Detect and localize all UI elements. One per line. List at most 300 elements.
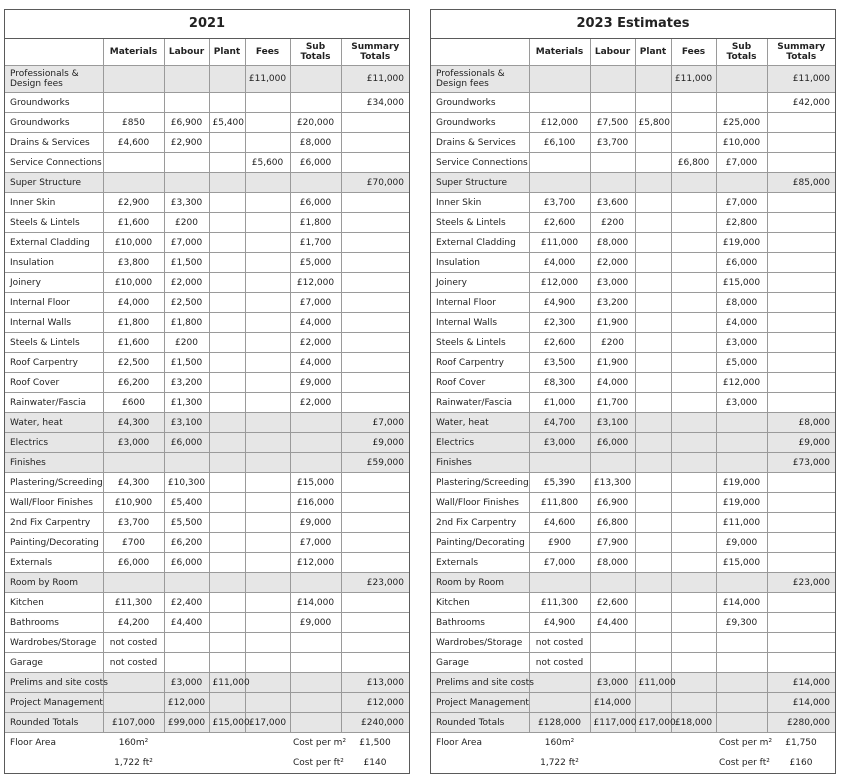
table-cell: £6,000 [290, 153, 341, 173]
row-label: Room by Room [431, 573, 529, 593]
table-cell: £2,600 [590, 593, 635, 613]
table-cell [290, 713, 341, 733]
table-cell [671, 253, 716, 273]
table-cell: £13,000 [341, 673, 409, 693]
table-cell: £3,000 [529, 433, 590, 453]
table-row [5, 593, 409, 613]
row-label: Plastering/Screeding [431, 473, 529, 493]
panel-2021 [4, 9, 410, 774]
table-cell [529, 66, 590, 93]
table-cell [635, 273, 671, 293]
table-cell: £12,000 [716, 373, 767, 393]
table-cell [341, 513, 409, 533]
table-cell [767, 373, 835, 393]
table-cell: £4,300 [103, 473, 164, 493]
table-cell [671, 633, 716, 653]
table-row [431, 113, 835, 133]
table-cell [164, 173, 209, 193]
table-cell [635, 433, 671, 453]
table-cell [635, 373, 671, 393]
row-label: Prelims and site costs [5, 673, 103, 693]
table-cell: £11,000 [341, 66, 409, 93]
table-cell [209, 333, 245, 353]
row-label: Joinery [5, 273, 103, 293]
table-cell [671, 653, 716, 673]
table-cell: £6,900 [164, 113, 209, 133]
table-cell: £117,000 [590, 713, 635, 733]
table-cell [209, 133, 245, 153]
table-row [431, 353, 835, 373]
table-cell [767, 293, 835, 313]
table-cell [103, 153, 164, 173]
table-cell [671, 433, 716, 453]
table-cell [245, 173, 290, 193]
table-cell: £2,800 [716, 213, 767, 233]
header-row [431, 39, 835, 66]
row-label: External Cladding [5, 233, 103, 253]
table-cell: £9,000 [341, 433, 409, 453]
table-cell: £4,700 [529, 413, 590, 433]
table-cell [209, 453, 245, 473]
table-row [431, 393, 835, 413]
row-label: Inner Skin [5, 193, 103, 213]
table-cell [635, 173, 671, 193]
table-cell [635, 133, 671, 153]
table-cell: not costed [529, 653, 590, 673]
table-cell: £200 [164, 333, 209, 353]
table-cell: £3,800 [103, 253, 164, 273]
table-cell: £11,000 [529, 233, 590, 253]
table-cell: £17,000 [245, 713, 290, 733]
table-row [5, 133, 409, 153]
table-cell: £3,000 [716, 333, 767, 353]
table-cell: £19,000 [716, 473, 767, 493]
table-cell: £3,200 [590, 293, 635, 313]
table-cell [767, 233, 835, 253]
table-row [5, 353, 409, 373]
table-cell [671, 133, 716, 153]
floor-area-row [5, 733, 409, 754]
table-cell [767, 633, 835, 653]
cost-table [431, 39, 835, 773]
table-cell [209, 653, 245, 673]
table-row [431, 613, 835, 633]
table-cell [635, 313, 671, 333]
table-row [5, 313, 409, 333]
table-cell: £10,000 [103, 273, 164, 293]
table-cell: £6,000 [164, 433, 209, 453]
row-label: Finishes [431, 453, 529, 473]
table-cell [209, 373, 245, 393]
floor-area-label: Floor Area [436, 738, 482, 748]
table-cell: £2,400 [164, 593, 209, 613]
table-cell: £1,900 [590, 313, 635, 333]
table-cell: £15,000 [290, 473, 341, 493]
table-cell [245, 333, 290, 353]
table-cell: £8,000 [590, 233, 635, 253]
table-cell [529, 673, 590, 693]
table-row [431, 273, 835, 293]
table-cell: £6,000 [590, 433, 635, 453]
table-cell [635, 653, 671, 673]
table-row [431, 493, 835, 513]
table-cell [290, 93, 341, 113]
table-row [431, 533, 835, 553]
table-row [5, 66, 409, 93]
table-cell [635, 493, 671, 513]
row-label: Super Structure [431, 173, 529, 193]
table-cell: £900 [529, 533, 590, 553]
table-cell: £5,000 [290, 253, 341, 273]
table-cell [767, 553, 835, 573]
table-cell [245, 353, 290, 373]
table-cell: £14,000 [590, 693, 635, 713]
table-cell: £6,800 [590, 513, 635, 533]
table-cell [164, 66, 209, 93]
table-cell: £6,800 [671, 153, 716, 173]
table-cell: £4,900 [529, 293, 590, 313]
table-row [5, 193, 409, 213]
cost-per-ft2: £160 [789, 758, 813, 768]
table-cell [209, 353, 245, 373]
row-label: Groundworks [5, 113, 103, 133]
table-cell: £3,300 [164, 193, 209, 213]
table-cell [716, 93, 767, 113]
table-row [5, 113, 409, 133]
table-cell: £13,300 [590, 473, 635, 493]
table-cell: £1,800 [164, 313, 209, 333]
column-header: Fees [671, 39, 716, 66]
table-cell: £6,900 [590, 493, 635, 513]
table-cell [103, 453, 164, 473]
table-cell [529, 153, 590, 173]
table-cell: £1,600 [103, 213, 164, 233]
table-row [5, 153, 409, 173]
table-cell: £2,000 [290, 393, 341, 413]
column-header: Materials [529, 39, 590, 66]
table-cell: £1,900 [590, 353, 635, 373]
table-cell [716, 693, 767, 713]
table-cell: £3,500 [529, 353, 590, 373]
table-cell: £3,000 [590, 273, 635, 293]
table-cell [209, 313, 245, 333]
table-row [431, 553, 835, 573]
row-label: Steels & Lintels [5, 213, 103, 233]
table-cell: £7,000 [529, 553, 590, 573]
table-cell [635, 413, 671, 433]
column-header: Sub Totals [290, 39, 341, 66]
table-cell [245, 273, 290, 293]
floor-area-label: Floor Area [10, 738, 56, 748]
table-row [5, 293, 409, 313]
table-cell [767, 273, 835, 293]
row-label: Painting/Decorating [5, 533, 103, 553]
table-cell [341, 133, 409, 153]
table-cell: £3,100 [164, 413, 209, 433]
floor-area-m2: 160m² [118, 738, 149, 748]
row-label: Insulation [5, 253, 103, 273]
table-cell: £59,000 [341, 453, 409, 473]
table-cell [341, 593, 409, 613]
table-cell [716, 413, 767, 433]
table-cell: £99,000 [164, 713, 209, 733]
table-cell: £11,000 [716, 513, 767, 533]
table-cell [245, 453, 290, 473]
table-cell [209, 473, 245, 493]
table-cell [341, 193, 409, 213]
row-label: Drains & Services [431, 133, 529, 153]
table-cell [209, 153, 245, 173]
table-cell: £128,000 [529, 713, 590, 733]
table-cell [341, 233, 409, 253]
table-cell: £2,900 [103, 193, 164, 213]
table-row [431, 293, 835, 313]
table-cell [209, 273, 245, 293]
cost-table [5, 39, 409, 773]
table-cell: £1,700 [590, 393, 635, 413]
row-label: Groundworks [431, 93, 529, 113]
table-cell [671, 593, 716, 613]
table-cell: £200 [164, 213, 209, 233]
table-row [431, 213, 835, 233]
table-cell [290, 673, 341, 693]
table-cell: £6,000 [164, 553, 209, 573]
table-cell: £12,000 [529, 113, 590, 133]
table-cell [635, 593, 671, 613]
table-cell: £7,000 [164, 233, 209, 253]
table-cell: £6,200 [164, 533, 209, 553]
table-cell [671, 93, 716, 113]
table-cell: £20,000 [290, 113, 341, 133]
table-cell: £15,000 [716, 553, 767, 573]
row-label: Professionals & Design fees [5, 66, 103, 93]
table-cell [635, 353, 671, 373]
table-cell [716, 66, 767, 93]
floor-area-ft2: 1,722 ft² [540, 758, 579, 768]
table-cell [341, 653, 409, 673]
table-cell: £240,000 [341, 713, 409, 733]
table-row [5, 553, 409, 573]
table-cell: £14,000 [716, 593, 767, 613]
table-cell [671, 513, 716, 533]
panel-title: 2023 Estimates [431, 10, 835, 39]
table-cell [671, 693, 716, 713]
table-cell: £4,000 [103, 293, 164, 313]
table-cell: £11,300 [529, 593, 590, 613]
cost-per-m2-label: Cost per m² [719, 738, 773, 748]
table-cell [671, 113, 716, 133]
table-cell [635, 93, 671, 113]
table-cell [341, 213, 409, 233]
cost-per-ft2-label: Cost per ft² [293, 758, 344, 768]
table-cell: £9,000 [290, 513, 341, 533]
table-cell [767, 513, 835, 533]
table-cell [245, 633, 290, 653]
row-label: Roof Carpentry [431, 353, 529, 373]
table-cell [245, 473, 290, 493]
table-cell [767, 473, 835, 493]
table-cell [671, 533, 716, 553]
table-cell [671, 353, 716, 373]
table-cell: £5,600 [245, 153, 290, 173]
table-cell: £1,300 [164, 393, 209, 413]
table-cell [767, 133, 835, 153]
table-row [5, 433, 409, 453]
table-cell: £1,000 [529, 393, 590, 413]
table-cell [767, 333, 835, 353]
table-cell: £11,000 [245, 66, 290, 93]
table-cell [245, 553, 290, 573]
table-cell: £3,600 [590, 193, 635, 213]
table-cell [341, 393, 409, 413]
table-row [431, 433, 835, 453]
table-cell: £5,400 [164, 493, 209, 513]
table-cell [767, 393, 835, 413]
table-cell [716, 453, 767, 473]
table-cell [671, 413, 716, 433]
table-cell [164, 573, 209, 593]
table-cell: £85,000 [767, 173, 835, 193]
table-cell: £2,500 [164, 293, 209, 313]
table-row [431, 153, 835, 173]
table-cell: £11,800 [529, 493, 590, 513]
row-label: Steels & Lintels [431, 333, 529, 353]
table-cell [209, 66, 245, 93]
row-label: Kitchen [5, 593, 103, 613]
table-cell [716, 673, 767, 693]
row-label: Rainwater/Fascia [431, 393, 529, 413]
table-cell [209, 173, 245, 193]
table-row [5, 93, 409, 113]
table-cell [341, 633, 409, 653]
table-row [431, 473, 835, 493]
table-cell [245, 533, 290, 553]
table-row [431, 333, 835, 353]
table-cell [635, 693, 671, 713]
table-cell [767, 353, 835, 373]
table-cell [767, 613, 835, 633]
table-cell: £12,000 [164, 693, 209, 713]
table-cell [341, 153, 409, 173]
table-row [5, 393, 409, 413]
table-cell [635, 473, 671, 493]
table-cell [590, 453, 635, 473]
row-label: Painting/Decorating [431, 533, 529, 553]
table-cell [671, 553, 716, 573]
table-cell [341, 333, 409, 353]
table-cell [635, 453, 671, 473]
column-header: Fees [245, 39, 290, 66]
table-row [431, 133, 835, 153]
table-cell [245, 293, 290, 313]
table-cell [767, 493, 835, 513]
table-cell [341, 353, 409, 373]
table-cell: £2,000 [164, 273, 209, 293]
column-header: Plant [635, 39, 671, 66]
table-cell [245, 433, 290, 453]
table-row [5, 413, 409, 433]
table-cell: £3,700 [590, 133, 635, 153]
table-cell: £25,000 [716, 113, 767, 133]
table-cell [245, 93, 290, 113]
table-cell [209, 433, 245, 453]
table-cell [103, 66, 164, 93]
table-cell [590, 93, 635, 113]
table-cell: £19,000 [716, 233, 767, 253]
row-label: Rounded Totals [5, 713, 103, 733]
table-cell [290, 453, 341, 473]
cost-per-m2: £1,500 [359, 738, 391, 748]
table-cell [245, 213, 290, 233]
table-cell [716, 653, 767, 673]
table-cell: £17,000 [635, 713, 671, 733]
table-cell [341, 493, 409, 513]
table-row [5, 253, 409, 273]
table-cell [341, 253, 409, 273]
table-cell: £15,000 [209, 713, 245, 733]
table-cell: £3,000 [164, 673, 209, 693]
table-cell: £12,000 [341, 693, 409, 713]
table-cell [767, 593, 835, 613]
table-cell: £5,800 [635, 113, 671, 133]
table-cell [245, 113, 290, 133]
table-cell [290, 433, 341, 453]
row-label: Steels & Lintels [431, 213, 529, 233]
table-cell: £8,000 [767, 413, 835, 433]
table-cell [341, 273, 409, 293]
row-label: Wardrobes/Storage [431, 633, 529, 653]
table-cell [529, 573, 590, 593]
table-cell [635, 193, 671, 213]
table-cell: £2,000 [290, 333, 341, 353]
table-cell [209, 93, 245, 113]
floor-area-m2: 160m² [544, 738, 575, 748]
table-cell [671, 273, 716, 293]
table-cell: £12,000 [290, 553, 341, 573]
table-cell: £4,000 [529, 253, 590, 273]
table-cell [716, 433, 767, 453]
table-row [431, 66, 835, 93]
row-label: Service Connections [431, 153, 529, 173]
table-cell [635, 293, 671, 313]
row-label: Kitchen [431, 593, 529, 613]
table-row [5, 513, 409, 533]
table-cell: £6,200 [103, 373, 164, 393]
row-label: Internal Walls [5, 313, 103, 333]
table-cell: £7,500 [590, 113, 635, 133]
table-cell: £3,000 [590, 673, 635, 693]
row-label: Prelims and site costs [431, 673, 529, 693]
table-cell: £12,000 [529, 273, 590, 293]
table-cell [671, 213, 716, 233]
table-cell [245, 493, 290, 513]
row-label: Inner Skin [431, 193, 529, 213]
row-label: Bathrooms [5, 613, 103, 633]
table-cell: £4,000 [716, 313, 767, 333]
row-label: Steels & Lintels [5, 333, 103, 353]
table-cell [671, 473, 716, 493]
table-cell: £2,300 [529, 313, 590, 333]
table-cell [164, 153, 209, 173]
table-cell: £7,000 [290, 293, 341, 313]
row-label: Externals [431, 553, 529, 573]
table-cell: £8,300 [529, 373, 590, 393]
table-cell [590, 173, 635, 193]
table-row [5, 713, 409, 733]
table-cell [635, 513, 671, 533]
table-cell: not costed [103, 653, 164, 673]
table-cell: £2,600 [529, 213, 590, 233]
